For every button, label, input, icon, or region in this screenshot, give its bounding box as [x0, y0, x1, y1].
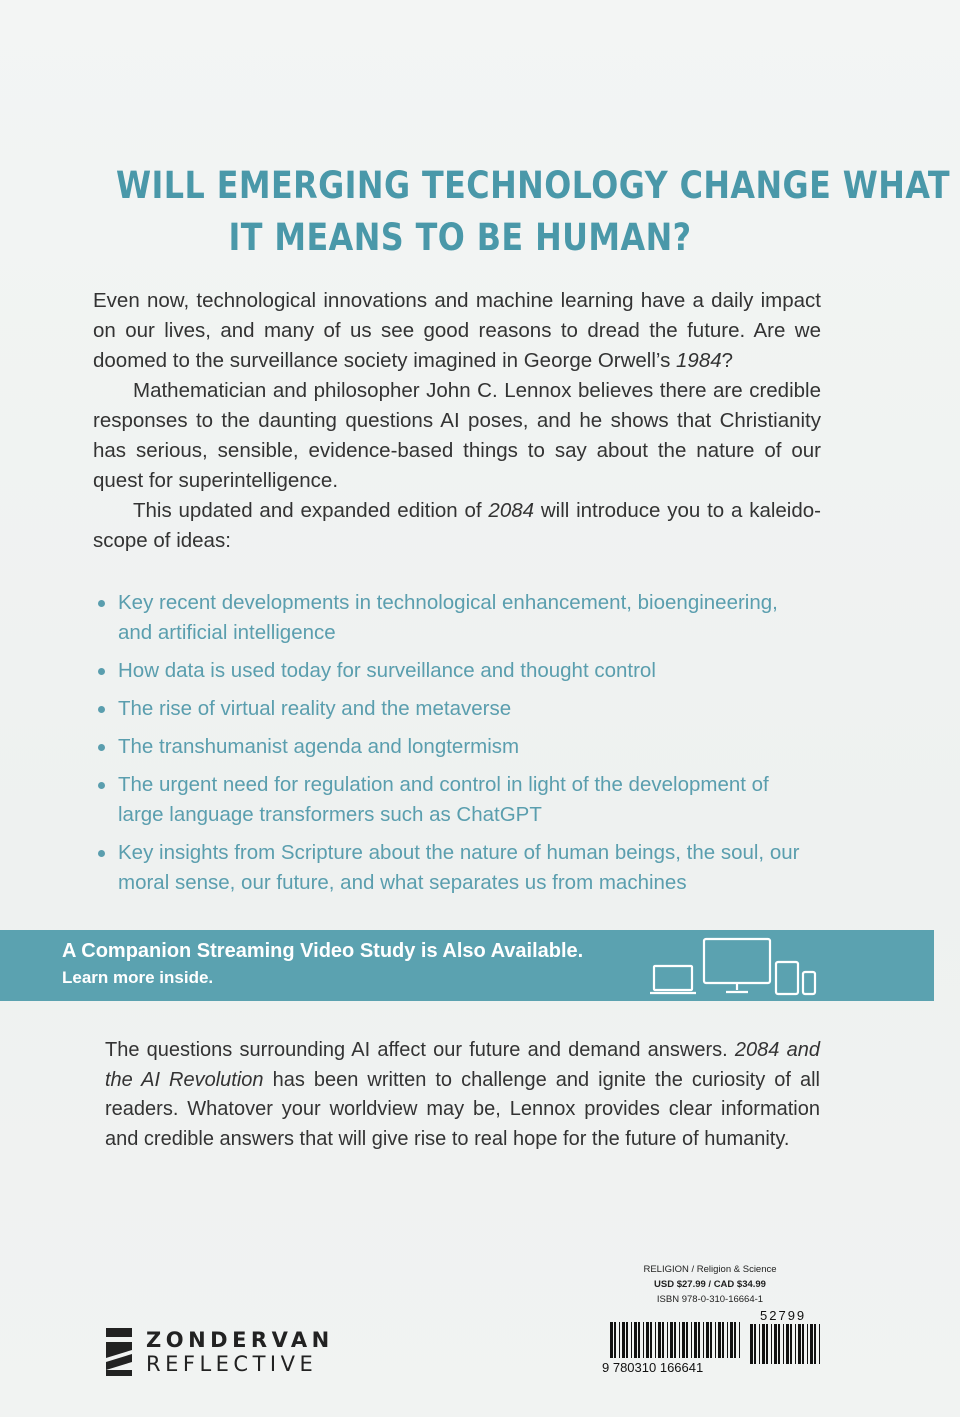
barcode-bar — [778, 1324, 780, 1364]
intro-p3-end: will introduce you to a kaleidoscope of ideas: — [93, 499, 821, 552]
publisher-logo — [106, 1328, 346, 1378]
category-label: RELIGION / Religion & Science — [643, 1264, 777, 1275]
publisher-line-1: ZONDERVAN — [146, 1328, 334, 1352]
barcode-bar — [798, 1324, 801, 1364]
barcode-bar — [727, 1322, 728, 1358]
barcode-bar — [638, 1322, 640, 1358]
bullet-icon — [98, 706, 105, 713]
intro-p1-title: 1984 — [676, 349, 722, 372]
barcode-bar — [715, 1322, 716, 1358]
barcode-bar — [619, 1322, 620, 1358]
list-item-text: Key insights from Scripture about the nature of human beings, the soul, our moral sense, our future, and what separates us from machines — [118, 841, 800, 894]
banner-title: A Companion Streaming Video Study is Also Available. — [62, 940, 584, 962]
barcode-bar — [679, 1322, 680, 1358]
bullet-icon — [98, 850, 105, 857]
barcode-bar — [810, 1324, 813, 1364]
intro-paragraph-3 — [93, 496, 821, 556]
barcode-bar — [710, 1322, 712, 1358]
barcode-addon-digits: 52799 — [760, 1308, 807, 1323]
barcode-bar — [786, 1324, 789, 1364]
barcode-bar — [819, 1324, 820, 1364]
devices-icon — [648, 936, 820, 998]
barcode-bar — [626, 1322, 628, 1358]
barcode-bar — [802, 1324, 804, 1364]
intro-p1-end: ? — [721, 349, 734, 372]
list-item — [96, 588, 816, 648]
closing-text-b: has been written to challenge and ignite the curiosity of all readers. Whatover your worldview may be, Lennox provides clear information and credible answers that will give rise to real hope for the future of humanity. — [105, 1068, 820, 1150]
barcode-bar — [739, 1322, 740, 1358]
barcode-bar — [807, 1324, 808, 1364]
bullet-icon — [98, 744, 105, 751]
closing-text-a: The questions surrounding AI affect our future and demand answers. — [105, 1039, 735, 1061]
closing-book-title: 2084 and the AI Revolution — [105, 1039, 820, 1091]
barcode-bar — [718, 1322, 721, 1358]
barcode-bar — [722, 1322, 724, 1358]
intro-text — [93, 286, 821, 556]
barcode-addon-bars — [750, 1324, 820, 1364]
barcode-main-bars — [610, 1322, 740, 1358]
barcode-bar — [686, 1322, 688, 1358]
list-item — [96, 732, 816, 762]
intro-paragraph-2: Mathematician and philosopher John C. Lennox believes there are credible responses to the daunting questions AI poses, and he shows that Christianity has serious, sensible, evidence-based things to say about the nature of our quest for superintelligence. — [93, 379, 821, 492]
isbn-label: ISBN 978-0-310-16664-1 — [656, 1294, 764, 1305]
barcode-bar — [750, 1324, 753, 1364]
bullet-icon — [98, 668, 105, 675]
publisher-line-2: REFLECTIVE — [146, 1352, 318, 1376]
barcode-bar — [631, 1322, 632, 1358]
barcode-bar — [622, 1322, 625, 1358]
closing-paragraph — [105, 1036, 820, 1154]
headline — [116, 160, 951, 264]
intro-p3-title: 2084 — [488, 499, 535, 522]
list-item-text: The rise of virtual reality and the metaverse — [118, 697, 512, 720]
barcode-bar — [698, 1322, 700, 1358]
list-item — [96, 838, 816, 898]
barcode-bar — [646, 1322, 649, 1358]
barcode-bar — [662, 1322, 664, 1358]
bullet-icon — [98, 782, 105, 789]
barcode-bar — [674, 1322, 676, 1358]
barcode-bar — [670, 1322, 673, 1358]
barcode-bar — [759, 1324, 760, 1364]
barcode-bar — [655, 1322, 656, 1358]
barcode-bar — [634, 1322, 637, 1358]
barcode-bar — [734, 1322, 736, 1358]
publisher-logo-icon — [106, 1328, 132, 1376]
list-item-text: The transhumanist agenda and longtermism — [118, 735, 520, 758]
barcode-bar — [658, 1322, 661, 1358]
barcode-bar — [691, 1322, 692, 1358]
intro-p3-text: This updated and expanded edition of — [133, 499, 489, 522]
list-item-text: The urgent need for regulation and control in light of the development of large language transformers such as ChatGPT — [118, 773, 769, 826]
closing-text — [105, 1036, 820, 1154]
price-block — [600, 1262, 820, 1307]
headline-line-2: IT MEANS TO BE HUMAN? — [228, 216, 692, 259]
list-item — [96, 656, 816, 686]
barcode-bar — [730, 1322, 733, 1358]
barcode-bar — [766, 1324, 768, 1364]
barcode-bar — [610, 1322, 613, 1358]
barcode-bar — [643, 1322, 644, 1358]
barcode-bar — [783, 1324, 784, 1364]
barcode-bar — [706, 1322, 709, 1358]
video-study-banner — [0, 930, 934, 1001]
barcode-bar — [795, 1324, 796, 1364]
barcode-bar — [774, 1324, 777, 1364]
barcode-bar — [771, 1324, 772, 1364]
barcode-bar — [650, 1322, 652, 1358]
bullet-icon — [98, 600, 105, 607]
banner-subtitle: Learn more inside. — [62, 968, 214, 987]
barcode-bar — [694, 1322, 697, 1358]
barcode-bar — [754, 1324, 756, 1364]
idea-list — [96, 588, 816, 906]
barcode-bar — [667, 1322, 668, 1358]
barcode-bar — [682, 1322, 685, 1358]
list-item-text: Key recent developments in technological enhancement, bioengineering, and artificial intelligence — [118, 591, 778, 644]
intro-p1-text: Even now, technological innovations and machine learning have a daily impact on our lives, and many of us see good reasons to dread the future. Are we doomed to the surveillance society imagined in George Orwell’s — [93, 289, 821, 372]
barcode-bar — [703, 1322, 704, 1358]
price-label: USD $27.99 / CAD $34.99 — [654, 1279, 766, 1290]
headline-line-1: WILL EMERGING TECHNOLOGY CHANGE WHAT — [116, 164, 951, 207]
publisher-name — [146, 1328, 334, 1376]
intro-paragraph-1 — [93, 286, 821, 376]
barcode-bar — [614, 1322, 616, 1358]
list-item-text: How data is used today for surveillance and thought control — [118, 659, 656, 682]
barcode-bar — [790, 1324, 792, 1364]
barcode-main-digits: 9 780310 166641 — [602, 1360, 704, 1374]
barcode-icon — [594, 1306, 824, 1374]
list-item — [96, 770, 816, 830]
barcode-bar — [814, 1324, 816, 1364]
list-item — [96, 694, 816, 724]
barcode-bar — [762, 1324, 765, 1364]
